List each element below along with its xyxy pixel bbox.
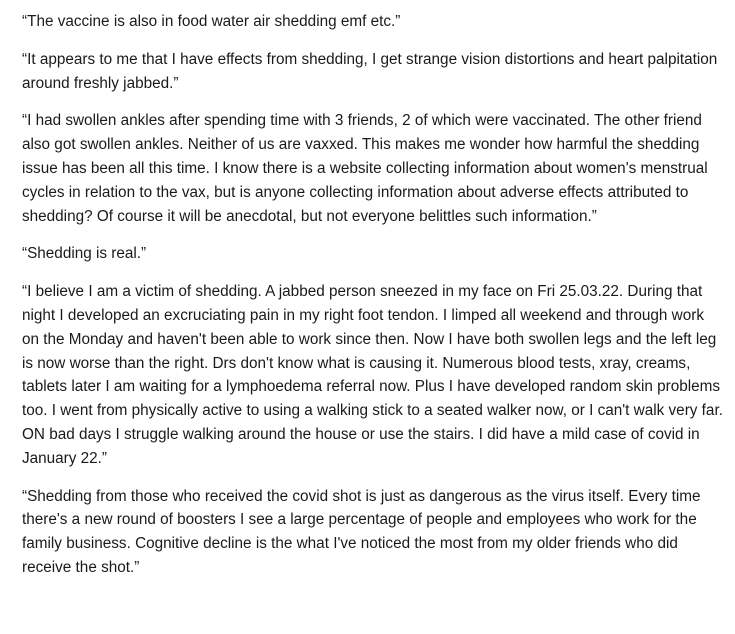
quote-paragraph: “I had swollen ankles after spending time with 3 friends, 2 of which were vaccinated. The other friend also got swollen ankles. Neither of us are vaxxed. This makes me wonder how harmful the shedding issue has been all this time. I know there is a website collecting information about women's menstrual cycles in relation to the vax, but is anyone collecting information about adverse effects attributed to shedding? Of course it will be anecdotal, but not everyone belittles such information.” — [22, 112, 708, 225]
quote-paragraph: “It appears to me that I have effects from shedding, I get strange vision distortions and heart palpitation around freshly jabbed.” — [22, 50, 718, 92]
quote-paragraph: “I believe I am a victim of shedding. A jabbed person sneezed in my face on Fri 25.03.22. During that night I developed an excruciating pain in my right foot tendon. I limped all weekend and through work on the Monday and haven't been able to work since then. Now I have both swollen legs and the left leg is now worse than the right. Drs don't know what is causing it. Numerous blood tests, xray, creams, tablets later I am waiting for a lymphoedema referral now. Plus I have developed random skin problems too. I went from physically active to using a walking stick to a seated walker now, or I can't walk very far. ON bad days I struggle walking around the house or use the stairs. I did have a mild case of covid in January 22.” — [22, 283, 723, 467]
quote-paragraph: “The vaccine is also in food water air shedding emf etc.” — [22, 13, 401, 30]
quote-paragraph: “Shedding is real.” — [22, 245, 147, 263]
quote-paragraph: “Shedding from those who received the covid shot is just as dangerous as the virus itself. Every time there's a new round of boosters I see a large percentage of people and employees who work for the family business. Cognitive decline is the what I've noticed the most from my older friends who did receive the shot.” — [22, 487, 701, 576]
